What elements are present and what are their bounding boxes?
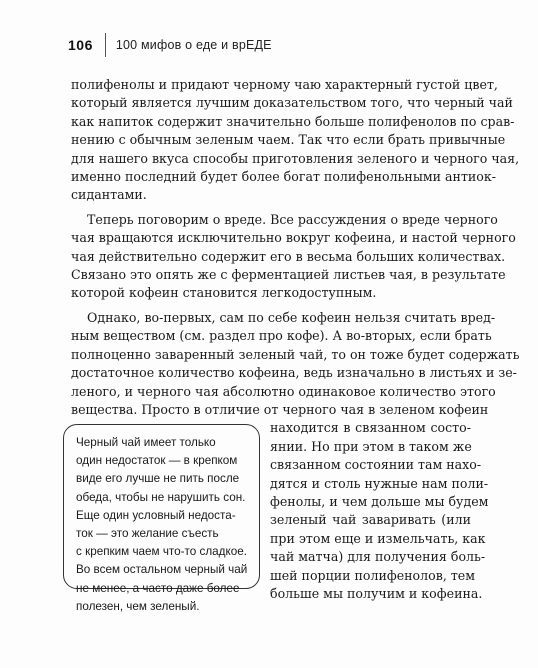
sidebar-line: виде его лучше не пить после bbox=[76, 472, 240, 486]
text-line: сидантами. bbox=[71, 187, 147, 203]
page-number: 106 bbox=[68, 37, 93, 53]
running-title: 100 мифов о еде и врЕДЕ bbox=[115, 38, 272, 52]
paragraph-polyphenols bbox=[71, 76, 520, 205]
sidebar-line: с крепким чаем что-то сладкое. bbox=[76, 545, 247, 559]
text-line: находится в связанном состо- bbox=[270, 420, 471, 436]
sidebar-line: Еще один условный недоста- bbox=[76, 508, 236, 522]
text-line: полноценно заваренный зеленый чай, то он тоже будет содержать bbox=[71, 346, 520, 362]
sidebar-note bbox=[63, 424, 260, 613]
text-line: янии. Но при этом в таком же bbox=[270, 438, 472, 454]
sidebar-line: обеда, чтобы не нарушить сон. bbox=[76, 490, 246, 504]
text-line: достаточное количество кофеина, ведь изначально в листьях и зе- bbox=[71, 365, 517, 381]
text-line: которой кофеин становится легкодоступным. bbox=[71, 285, 377, 301]
text-line: как напиток содержит значительно больше полифенолов по срав- bbox=[71, 113, 515, 129]
text-line: чай матча) для получения боль- bbox=[270, 549, 486, 565]
text-line: зеленый чай заваривать (или bbox=[270, 512, 471, 528]
text-line: Связано это опять же с ферментацией листьев чая, в результате bbox=[71, 267, 506, 283]
text-line: полифенолы и придают черному чаю характерный густой цвет, bbox=[71, 77, 498, 92]
text-line: связанном состоянии там нахо- bbox=[270, 457, 482, 473]
text-line: Теперь поговорим о вреде. Все рассуждения о вреде черного bbox=[87, 211, 498, 227]
text-line: ным веществом (см. раздел про кофе). А во-вторых, если брать bbox=[71, 328, 492, 344]
paragraph-harm bbox=[71, 211, 516, 303]
sidebar-line: полезен, чем зеленый. bbox=[76, 599, 200, 613]
sidebar-line: Во всем остальном черный чай bbox=[76, 563, 248, 577]
header-divider bbox=[105, 33, 106, 57]
sidebar-line: один недостаток — в крепком bbox=[76, 454, 238, 468]
page-header bbox=[68, 34, 272, 56]
text-line: нению с обычным зеленым чаем. Так что если брать привычные bbox=[71, 132, 506, 148]
text-line: для нашего вкуса способы приготовления зеленого и черного чая, bbox=[71, 150, 520, 166]
sidebar-line: не менее, а часто даже более bbox=[76, 581, 240, 595]
text-line: шей порции полифенолов, тем bbox=[270, 567, 476, 583]
text-line: именно последний будет более богат полифенольными антиок- bbox=[71, 169, 497, 185]
text-line: леного, и черного чая абсолютно одинаковое количество этого bbox=[71, 383, 496, 399]
sidebar-line: Черный чай имеет только bbox=[76, 436, 216, 449]
sidebar-line: ток — это желание съесть bbox=[76, 527, 219, 541]
text-line: при этом еще и измельчать, как bbox=[270, 530, 486, 546]
text-line: вещества. Просто в отличие от черного чая в зеленом кофеин bbox=[71, 401, 489, 417]
text-line: чая вращаются исключительно вокруг кофеина, и настой черного bbox=[71, 230, 516, 246]
text-line: дятся и столь нужные нам поли- bbox=[270, 475, 489, 491]
text-line: Однако, во-первых, сам по себе кофеин нельзя считать вред- bbox=[87, 309, 496, 325]
text-line: фенолы, и чем дольше мы будем bbox=[270, 493, 489, 509]
text-line: который является лучшим доказательством того, что черный чай bbox=[71, 95, 513, 111]
text-line: чая действительно содержит его в весьма больших количествах. bbox=[71, 248, 506, 264]
text-line: больше мы получим и кофеина. bbox=[270, 585, 483, 601]
